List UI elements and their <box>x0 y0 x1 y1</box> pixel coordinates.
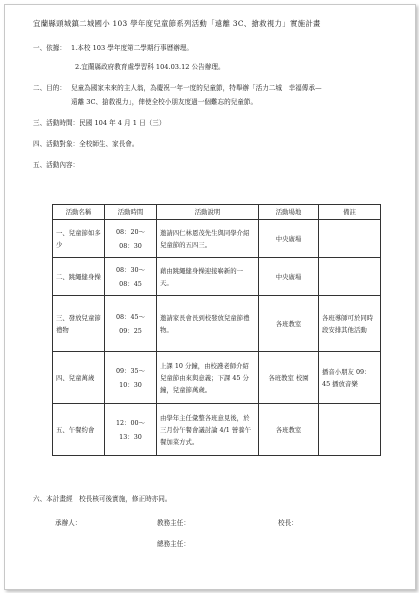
time-end: 13：30 <box>119 432 142 441</box>
cell-time <box>105 220 157 258</box>
cell-place: 中央廣場 <box>259 220 319 258</box>
header-note: 備註 <box>319 205 381 220</box>
cell-desc: 藉由跳繩健身操迎接嶄新的一天。 <box>157 258 259 296</box>
cell-desc: 由學年主任彙整各班意見後，於三月份午餐會議討論 4/1 營養午餐加菜方式。 <box>157 404 259 456</box>
signature-general-director: 總務主任： <box>157 540 190 548</box>
time-end: 08：45 <box>119 279 142 288</box>
cell-time <box>105 352 157 404</box>
cell-place: 各班教室 校園 <box>259 352 319 404</box>
activity-content-label: 五、活動內容： <box>33 161 80 169</box>
table-row <box>53 296 381 352</box>
cell-note <box>319 220 381 258</box>
cell-note <box>319 404 381 456</box>
activity-table <box>52 204 381 456</box>
activity-target: 四、活動對象：全校師生、家長會。 <box>33 140 139 148</box>
purpose-label: 二、目的： <box>33 84 66 92</box>
basis-item-1: 1.本校 103 學年度第二學期行事曆辦理。 <box>71 44 193 52</box>
cell-place: 各班教室 <box>259 296 319 352</box>
basis-label: 一、依據： <box>33 44 66 52</box>
signature-organizer: 承辦人： <box>55 519 82 527</box>
table-row <box>53 352 381 404</box>
cell-name: 五、午餐約會 <box>53 404 105 456</box>
header-place: 活動場地 <box>259 205 319 220</box>
signature-academic-director: 教務主任： <box>157 519 190 527</box>
purpose-line-2: 遠離 3C、搶救視力」，俾使全校小朋友度過一個難忘的兒童節。 <box>71 98 258 106</box>
time-start: 08：30～ <box>115 265 146 274</box>
time-end: 10：30 <box>119 380 142 389</box>
time-start: 12：00～ <box>115 418 146 427</box>
table-row <box>53 404 381 456</box>
header-name: 活動名稱 <box>53 205 105 220</box>
time-start: 08：45～ <box>115 312 146 321</box>
table-row <box>53 258 381 296</box>
cell-desc: 上課 10 分鐘，由校護老師介紹兒童節由來與意義；下課 45 分鐘，兒童節萬歲。 <box>157 352 259 404</box>
cell-time <box>105 258 157 296</box>
basis-item-2: 2.宜蘭縣政府教育處學習科 104.03.12 公告辦理。 <box>75 63 225 71</box>
cell-time <box>105 404 157 456</box>
cell-note: 播音小朋友 09：45 播放音樂 <box>319 352 381 404</box>
cell-note <box>319 258 381 296</box>
document-page <box>4 4 416 590</box>
cell-note: 各班導師可於同時段安排其他活動 <box>319 296 381 352</box>
time-start: 08：20～ <box>115 227 146 236</box>
cell-name: 一、兒童節如多少 <box>53 220 105 258</box>
page-title: 宜蘭縣頭城鎮二城國小 103 學年度兒童節系列活動「遠離 3C、搶救視力」實施計畫 <box>33 19 321 28</box>
header-desc: 活動說明 <box>157 205 259 220</box>
activity-time: 三、活動時間：民國 104 年 4 月 1 日（三） <box>33 119 166 127</box>
cell-name: 二、跳繩健身操 <box>53 258 105 296</box>
closing-note: 六、本計畫經 校長核可後實施，修正時亦同。 <box>33 495 172 503</box>
cell-place: 各班教室 <box>259 404 319 456</box>
header-time: 活動時間 <box>105 205 157 220</box>
time-end: 09：25 <box>119 326 142 335</box>
purpose-line-1: 兒童為國家未來的主人翁，為慶祝一年一度的兒童節，特舉辦「活力二城 幸福傳承— <box>71 84 322 92</box>
cell-name: 四、兒童萬歲 <box>53 352 105 404</box>
table-row <box>53 220 381 258</box>
table-header-row <box>53 205 381 220</box>
cell-place: 中央廣場 <box>259 258 319 296</box>
cell-desc: 邀請家長會長到校發放兒童節禮物。 <box>157 296 259 352</box>
time-end: 08：30 <box>119 241 142 250</box>
cell-time <box>105 296 157 352</box>
cell-desc: 邀請四仁林恩茂先生與同學介紹兒童節的五四三。 <box>157 220 259 258</box>
time-start: 09：35～ <box>115 366 146 375</box>
signature-principal: 校長： <box>278 519 298 527</box>
cell-name: 三、發放兒童節禮物 <box>53 296 105 352</box>
